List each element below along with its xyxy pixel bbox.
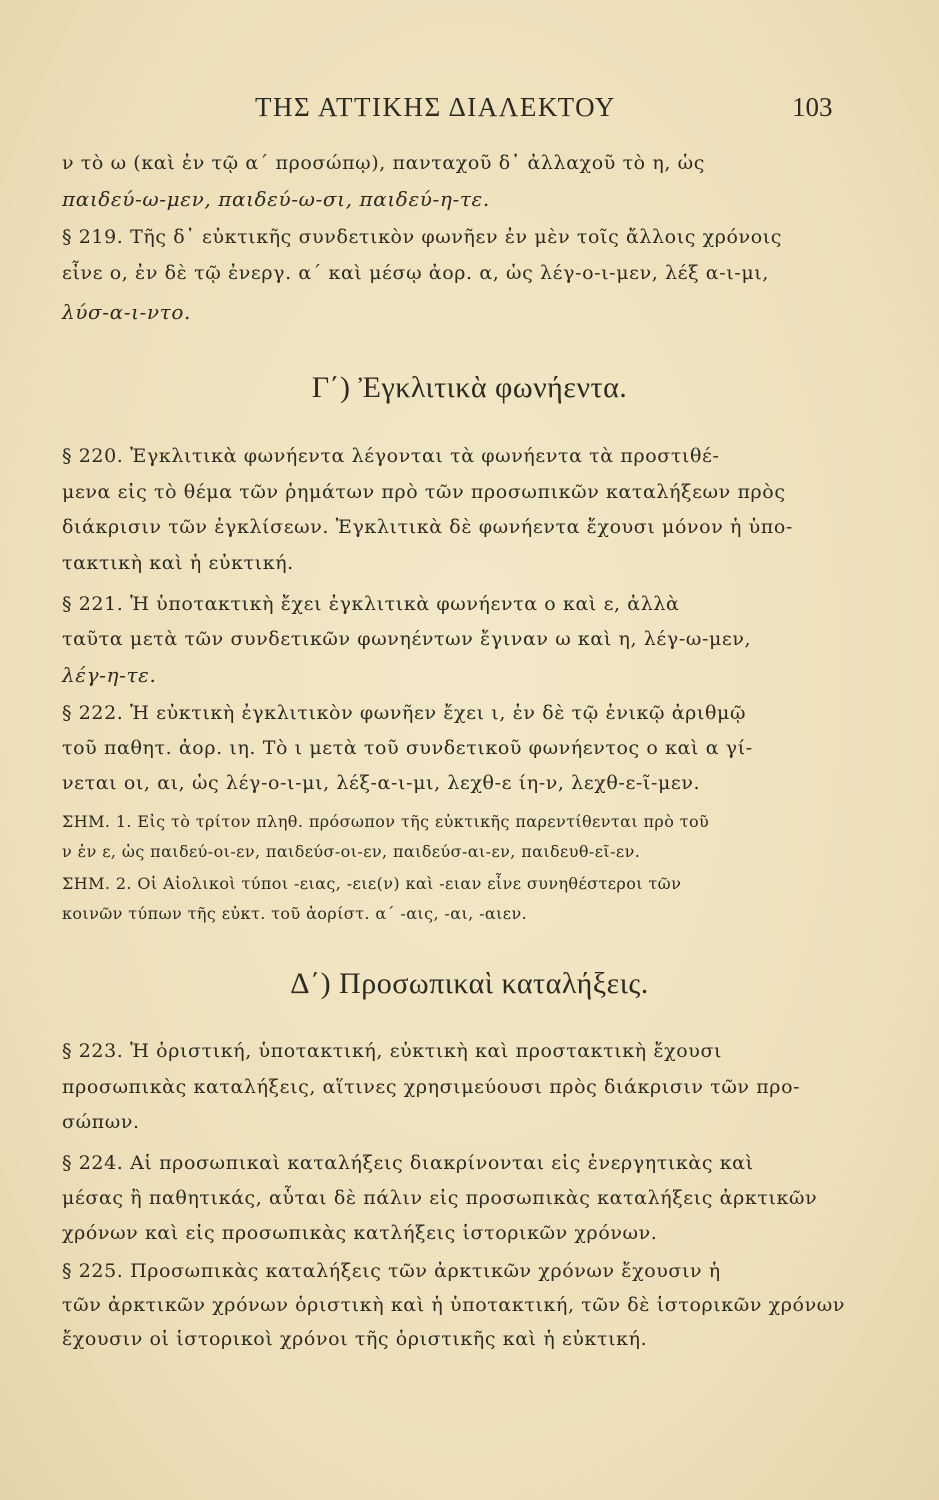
text-line: κοινῶν τύπων τῆς εὐκτ. τοῦ ἀορίστ. α΄ -αις, -αι, -αιεν.	[62, 904, 528, 923]
text-line: τῶν ἀρκτικῶν χρόνων ὁριστικὴ καὶ ἡ ὑποτακτική, τῶν δὲ ἱστορικῶν χρόνων	[62, 1294, 845, 1316]
paragraph-220: § 220. Ἐγκλιτικὰ φωνήεντα λέγονται τὰ φωνήεντα τὰ προστιθέ-	[62, 445, 720, 467]
text-line: τακτικὴ καὶ ἡ εὐκτική.	[62, 552, 294, 574]
text-line: προσωπικὰς καταλήξεις, αἵτινες χρησιμεύουσι πρὸς διάκρισιν τῶν προ-	[62, 1076, 801, 1098]
text-line: νεται οι, αι, ὡς λέγ-ο-ι-μι, λέξ-α-ι-μι, λεχθ-ε ίη-ν, λεχθ-ε-ῖ-μεν.	[62, 772, 701, 794]
page-header	[0, 92, 939, 132]
text-line: τοῦ παθητ. ἀορ. ιη. Τὸ ι μετὰ τοῦ συνδετικοῦ φωνήεντος ο καὶ α γί-	[62, 737, 753, 759]
text-line: ν ἐν ε, ὡς παιδεύ-οι-εν, παιδεύσ-οι-εν, παιδεύσ-αι-εν, παιδευθ-εῖ-εν.	[62, 842, 641, 861]
note-2: ΣΗΜ. 2. Οἱ Αἰολικοὶ τύποι -ειας, -ειε(ν) καὶ -ειαν εἶνε συνηθέστεροι τῶν	[62, 874, 682, 893]
paragraph-225: § 225. Προσωπικὰς καταλήξεις τῶν ἀρκτικῶν χρόνων ἔχουσιν ἡ	[62, 1260, 721, 1282]
paragraph-219: § 219. Τῆς δ᾽ εὐκτικῆς συνδετικὸν φωνῆεν ἐν μὲν τοῖς ἄλλοις χρόνοις	[62, 226, 783, 248]
text-line: διάκρισιν τῶν ἐγκλίσεων. Ἐγκλιτικὰ δὲ φωνήεντα ἔχουσι μόνον ἡ ὑπο-	[62, 516, 793, 538]
page-number: 103	[792, 92, 833, 122]
text-line: σώπων.	[62, 1111, 140, 1133]
text-line: εἶνε ο, ἐν δὲ τῷ ἐνεργ. α΄ καὶ μέσῳ ἀορ. α, ὡς λέγ-ο-ι-μεν, λέξ α-ι-μι,	[62, 262, 769, 284]
section-heading-gamma: Γ΄) Ἐγκλιτικὰ φωνήεντα.	[311, 371, 628, 404]
text-line: χρόνων καὶ εἰς προσωπικὰς κατλήξεις ἱστορικῶν χρόνων.	[62, 1222, 658, 1244]
running-title: ΤΗΣ ΑΤΤΙΚΗΣ ΔΙΑΛΕΚΤΟΥ	[255, 92, 616, 122]
section-heading-delta: Δ΄) Προσωπικαὶ καταλήξεις.	[290, 967, 649, 1000]
paragraph-224: § 224. Αἱ προσωπικαὶ καταλήξεις διακρίνονται εἰς ἐνεργητικὰς καὶ	[62, 1152, 754, 1174]
text-line: λύσ-α-ι-ντο.	[62, 300, 191, 324]
text-line: μενα εἰς τὸ θέμα τῶν ῥημάτων πρὸ τῶν προσωπικῶν καταλήξεων πρὸς	[62, 481, 786, 503]
paragraph-223: § 223. Ἡ ὁριστική, ὑποτακτική, εὐκτικὴ καὶ προστακτικὴ ἔχουσι	[62, 1040, 723, 1062]
paragraph-221: § 221. Ἡ ὑποτακτικὴ ἔχει ἐγκλιτικὰ φωνήεντα ο καὶ ε, ἀλλὰ	[62, 593, 680, 615]
text-line: λέγ-η-τε.	[62, 663, 157, 687]
text-line: μέσας ἢ παθητικάς, αὗται δὲ πάλιν εἰς προσωπικὰς καταλήξεις ἀρκτικῶν	[62, 1187, 818, 1209]
text-line: ν τὸ ω (καὶ ἐν τῷ α΄ προσώπῳ), πανταχοῦ δ᾽ ἀλλαχοῦ τὸ η, ὡς	[62, 152, 705, 174]
text-line: ἔχουσιν οἱ ἱστορικοὶ χρόνοι τῆς ὁριστικῆς καὶ ἡ εὐκτική.	[62, 1328, 648, 1350]
note-1: ΣΗΜ. 1. Εἰς τὸ τρίτον πληθ. πρόσωπον τῆς εὐκτικῆς παρεντίθενται πρὸ τοῦ	[62, 812, 710, 831]
text-line: ταῦτα μετὰ τῶν συνδετικῶν φωνηέντων ἔγιναν ω καὶ η, λέγ-ω-μεν,	[62, 628, 752, 650]
paragraph-222: § 222. Ἡ εὐκτικὴ ἐγκλιτικὸν φωνῆεν ἔχει ι, ἐν δὲ τῷ ἑνικῷ ἀριθμῷ	[62, 702, 747, 724]
text-line: παιδεύ-ω-μεν, παιδεύ-ω-σι, παιδεύ-η-τε.	[62, 187, 490, 211]
